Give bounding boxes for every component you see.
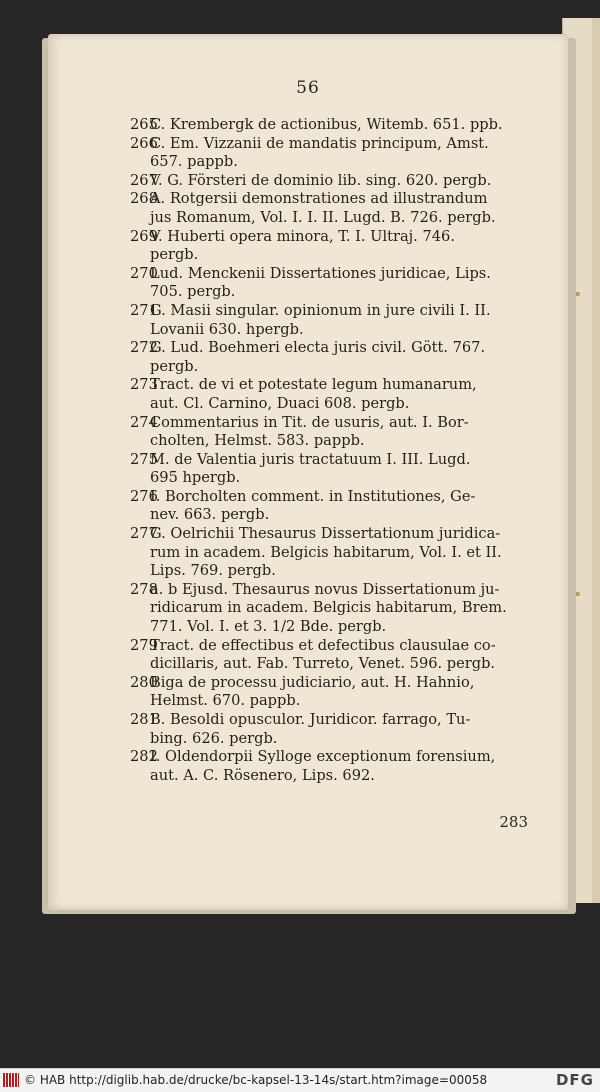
entry-text-line: Lud. Menckenii Dissertationes juridicae, Lips. bbox=[150, 264, 491, 282]
entry-text-line: ridicarum in academ. Belgicis habitarum, Brem. bbox=[150, 599, 507, 617]
catchword: 283 bbox=[499, 813, 528, 831]
entry-text-line: V. Huberti opera minora, T. I. Ultraj. 746. bbox=[150, 227, 455, 245]
entry-text-line: V. G. Försteri de dominio lib. sing. 620. pergb. bbox=[150, 171, 492, 189]
catalog-entry bbox=[130, 376, 532, 413]
entry-text-line: G. Lud. Boehmeri electa juris civil. Gött. 767. bbox=[150, 339, 486, 357]
entry-text-line: G. Masii singular. opinionum in jure civili I. II. bbox=[150, 301, 491, 319]
entry-number: 271 bbox=[130, 301, 158, 319]
copyright-link[interactable]: © HAB http://diglib.hab.de/drucke/bc-kapsel-13-14s/start.htm?image=00058 bbox=[24, 1073, 488, 1087]
entry-text-line: Lovanii 630. hpergb. bbox=[150, 320, 304, 338]
catalog-entry bbox=[130, 525, 532, 581]
entry-number: 269 bbox=[130, 227, 158, 245]
catalog-entry bbox=[130, 339, 532, 376]
entry-text-line: Lips. 769. pergb. bbox=[150, 562, 276, 580]
page-number: 56 bbox=[296, 78, 320, 98]
entry-text-line: C. Krembergk de actionibus, Witemb. 651. ppb. bbox=[150, 116, 503, 133]
entry-text-line: nev. 663. pergb. bbox=[150, 506, 270, 524]
catalog-entries bbox=[130, 116, 532, 785]
entry-text-line: a. b Ejusd. Thesaurus novus Dissertationum ju- bbox=[150, 580, 500, 598]
entry-number: 274 bbox=[130, 413, 158, 431]
dfg-logo: DFG bbox=[555, 1071, 594, 1089]
entry-text-line: Commentarius in Tit. de usuris, aut. I. Bor- bbox=[150, 413, 469, 431]
catalog-entry bbox=[130, 674, 532, 711]
catalog-entry bbox=[130, 711, 532, 748]
entry-text-line: I. Borcholten comment. in Institutiones, Ge- bbox=[150, 487, 476, 505]
entry-text-line: aut. Cl. Carnino, Duaci 608. pergb. bbox=[150, 394, 410, 412]
catalog-entry bbox=[130, 228, 532, 265]
entry-text-line: 705. pergb. bbox=[150, 283, 236, 301]
entry-text-line: cholten, Helmst. 583. pappb. bbox=[150, 432, 365, 450]
hab-logo-icon bbox=[3, 1073, 19, 1087]
entry-number: 280 bbox=[130, 673, 158, 691]
catalog-entry bbox=[130, 172, 532, 191]
catalog-entry bbox=[130, 488, 532, 525]
entry-text-line: Tract. de effectibus et defectibus clausulae co- bbox=[150, 636, 496, 654]
catalog-entry bbox=[130, 190, 532, 227]
entry-number: 281 bbox=[130, 711, 158, 728]
entry-text-line: bing. 626. pergb. bbox=[150, 729, 278, 747]
entry-text-line: jus Romanum, Vol. I. I. II. Lugd. B. 726. pergb. bbox=[150, 208, 496, 226]
entry-text-line: M. de Valentia juris tractatuum I. III. Lugd. bbox=[150, 450, 471, 468]
entry-text-line: rum in academ. Belgicis habitarum, Vol. I. et II. bbox=[150, 543, 502, 561]
entry-number: 275 bbox=[130, 450, 158, 468]
entry-text-line: C. Em. Vizzanii de mandatis principum, Amst. bbox=[150, 134, 489, 152]
entry-text-line: 695 hpergb. bbox=[150, 469, 241, 487]
entry-number: 277 bbox=[130, 525, 158, 543]
catalog-entry bbox=[130, 414, 532, 451]
entry-text-line: pergb. bbox=[150, 246, 199, 264]
entry-text-line: B. Besoldi opusculor. Juridicor. farrago, Tu- bbox=[150, 711, 471, 728]
catalog-entry bbox=[130, 451, 532, 488]
entry-text-line: Tract. de vi et potestate legum humanarum, bbox=[150, 376, 477, 394]
entry-number: 273 bbox=[130, 376, 158, 394]
entry-text-line: dicillaris, aut. Fab. Turreto, Venet. 596. pergb. bbox=[150, 655, 496, 673]
catalog-entry bbox=[130, 265, 532, 302]
entry-text-line: 771. Vol. I. et 3. 1/2 Bde. pergb. bbox=[150, 618, 387, 636]
catalog-entry bbox=[130, 637, 532, 674]
catalog-entry bbox=[130, 748, 532, 785]
entry-number: 266 bbox=[130, 134, 158, 152]
catalog-entry bbox=[130, 302, 532, 339]
entry-text-line: 657. pappb. bbox=[150, 153, 238, 171]
book-page bbox=[48, 34, 568, 910]
entry-number: 265 bbox=[130, 116, 158, 133]
entry-number: 282 bbox=[130, 748, 158, 766]
entry-number: 267 bbox=[130, 171, 158, 189]
entry-text-line: Biga de processu judiciario, aut. H. Hahnio, bbox=[150, 673, 475, 691]
entry-text-line: G. Oelrichii Thesaurus Dissertationum juridica- bbox=[150, 525, 501, 543]
entry-text-line: aut. A. C. Rösenero, Lips. 692. bbox=[150, 766, 375, 784]
entry-text-line: pergb. bbox=[150, 357, 199, 375]
entry-number: 279 bbox=[130, 636, 158, 654]
facing-page-fold bbox=[592, 18, 600, 903]
catalog-entry bbox=[130, 116, 532, 135]
catalog-entry bbox=[130, 581, 532, 637]
entry-number: 270 bbox=[130, 264, 158, 282]
entry-number: 268 bbox=[130, 190, 158, 208]
entry-number: 278 bbox=[130, 580, 158, 598]
entry-text-line: I. Oldendorpii Sylloge exceptionum forensium, bbox=[150, 748, 496, 766]
viewer-footer bbox=[0, 1068, 600, 1092]
catalog-entry bbox=[130, 135, 532, 172]
entry-text-line: Helmst. 670. pappb. bbox=[150, 692, 301, 710]
entry-number: 272 bbox=[130, 339, 158, 357]
entry-text-line: A. Rotgersii demonstrationes ad illustrandum bbox=[150, 190, 488, 208]
entry-number: 276 bbox=[130, 487, 158, 505]
